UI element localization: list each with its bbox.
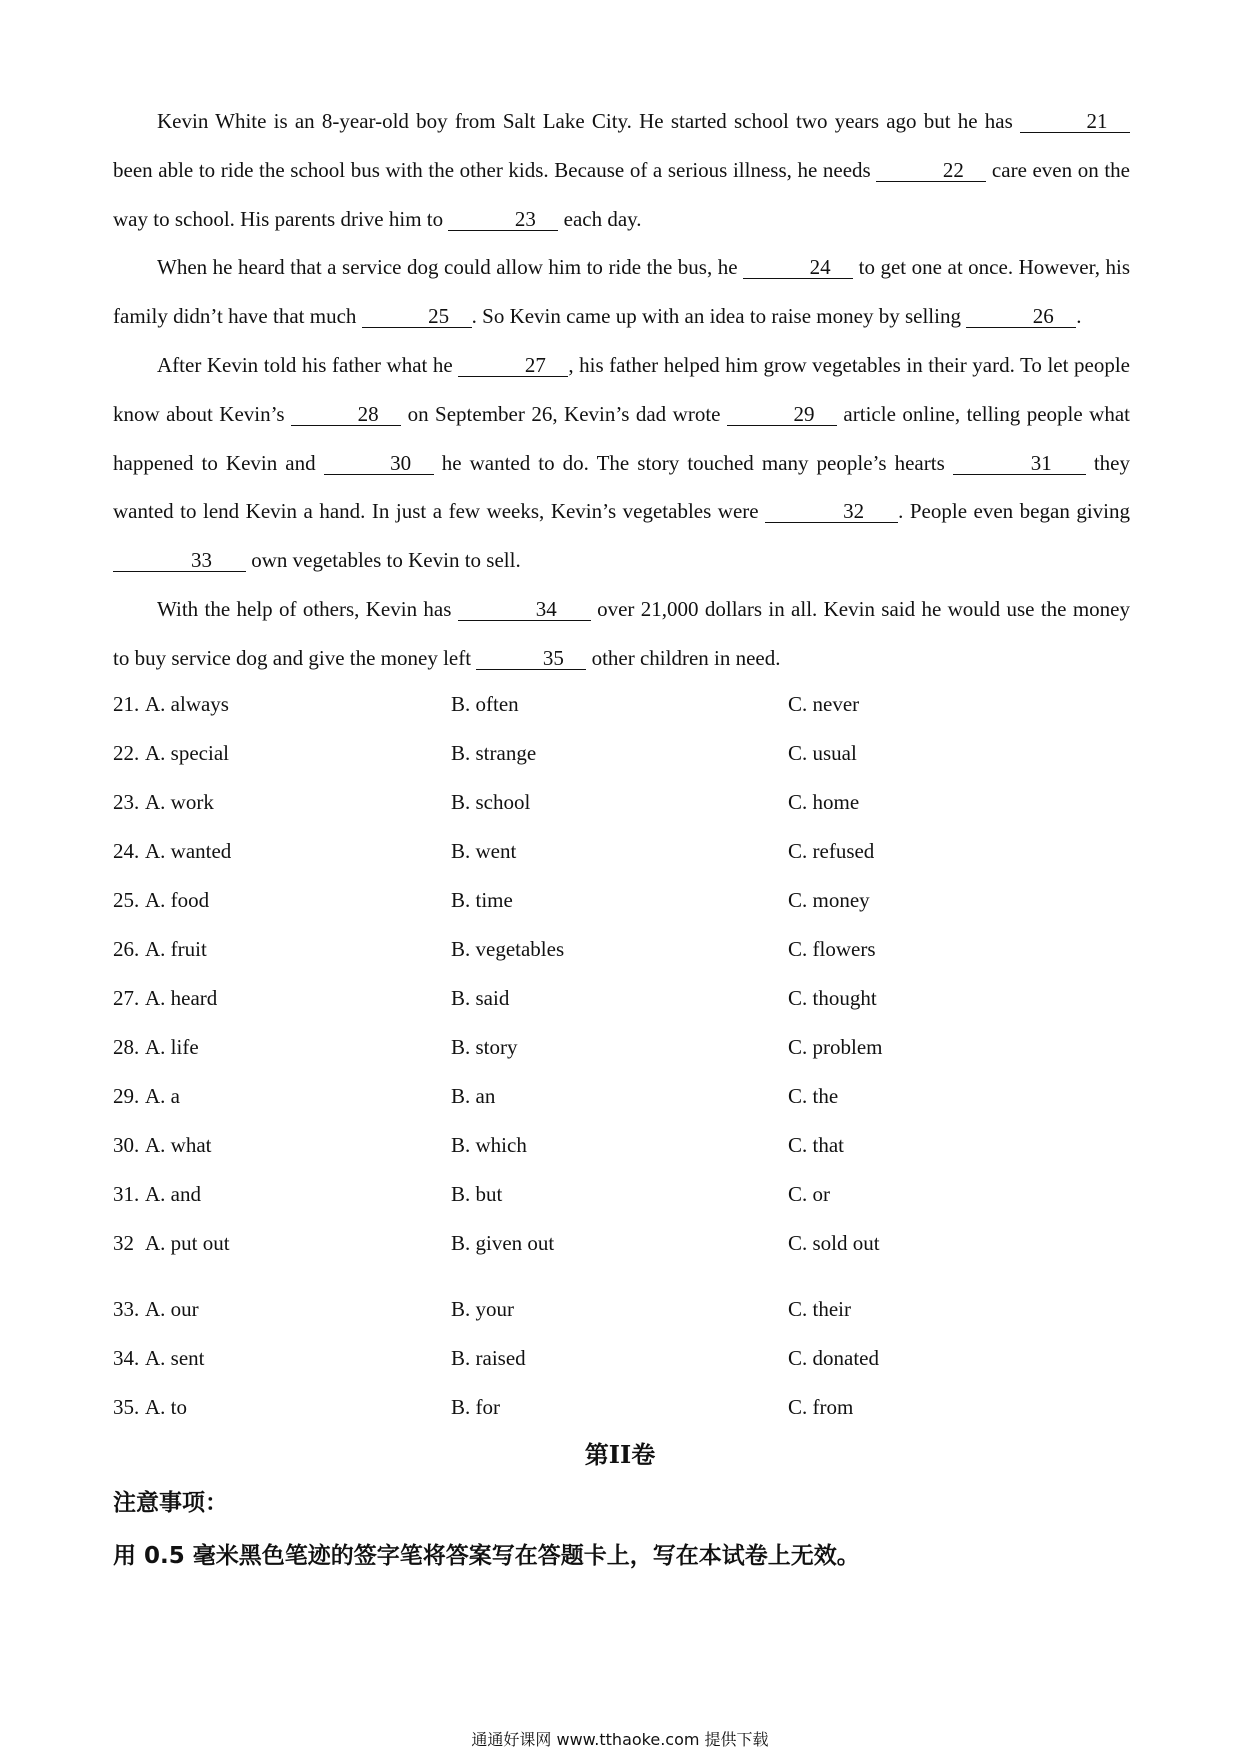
option-b: B. often [451,692,519,716]
question-number: 34. [113,1346,140,1370]
option-a: A. fruit [145,937,207,961]
passage-text: . So Kevin came up with an idea to raise money by selling [471,304,967,329]
option-b: B. raised [451,1346,526,1370]
question-number: 24. [113,839,140,863]
option-c: C. refused [788,839,875,863]
passage-text: been able to ride the school bus with the other kids. Because of a serious illness, he needs [113,157,877,182]
passage-text: care even on the way to school. His parents drive him to [113,157,1130,231]
option-b: B. for [451,1395,500,1419]
passage-text: over 21,000 dollars in all. Kevin said he would use the money to buy service dog and give the money left [113,596,1130,670]
option-b: B. your [451,1297,514,1321]
option-c: C. usual [788,741,857,765]
option-a: A. what [145,1133,212,1157]
option-c: C. the [788,1084,839,1108]
option-c: C. problem [788,1035,883,1059]
question-number: 32 [113,1231,134,1255]
option-c: C. or [788,1182,830,1206]
passage-text: they wanted to lend Kevin a hand. In just a few weeks, Kevin’s vegetables were [113,450,1131,524]
notice-heading: 注意事项： [113,1490,228,1516]
question-row-28 [113,1028,1130,1077]
option-c: C. flowers [788,937,876,961]
blank-32: 32 [765,501,898,523]
question-row-29 [113,1077,1130,1126]
passage-text: . [1076,304,1082,329]
option-a: A. and [145,1182,201,1206]
option-b: B. time [451,888,513,912]
question-number: 26. [113,937,140,961]
option-a: A. heard [145,986,218,1010]
option-c: C. their [788,1297,851,1321]
option-b: B. an [451,1084,496,1108]
blank-22: 22 [876,160,986,182]
question-number: 27. [113,986,140,1010]
passage-text: other children in need. [586,645,781,670]
option-b: B. school [451,790,531,814]
question-row-27 [113,979,1130,1028]
option-b: B. vegetables [451,937,565,961]
passage-text: . People even began giving [898,499,1131,524]
option-b: B. which [451,1133,527,1157]
passage-text: own vegetables to Kevin to sell. [246,548,521,573]
question-number: 22. [113,741,140,765]
passage-text: each day. [558,206,642,231]
question-number: 33. [113,1297,140,1321]
option-b: B. given out [451,1231,555,1255]
option-c: C. money [788,888,870,912]
blank-26: 26 [966,306,1076,328]
question-row-26 [113,930,1130,979]
question-number: 30. [113,1133,140,1157]
option-c: C. from [788,1395,854,1419]
option-a: A. food [145,888,210,912]
question-number: 28. [113,1035,140,1059]
option-b: B. story [451,1035,518,1059]
blank-31: 31 [953,453,1086,475]
option-c: C. that [788,1133,844,1157]
blank-35: 35 [476,648,586,670]
notice-text: 用 0.5 毫米黑色笔迹的签字笔将答案写在答题卡上，写在本试卷上无效。 [113,1543,860,1569]
option-a: A. a [145,1084,180,1108]
option-a: A. put out [145,1231,230,1255]
paragraph-3 [113,341,1130,585]
blank-27: 27 [458,355,568,377]
option-a: A. life [145,1035,199,1059]
option-a: A. sent [145,1346,205,1370]
passage-text: Kevin White is an 8-year-old boy from Salt Lake City. He started school two years ago but he has [157,109,1020,133]
paragraph-4 [113,585,1130,683]
question-row-25 [113,881,1130,930]
option-a: A. work [145,790,214,814]
question-number: 31. [113,1182,140,1206]
page-footer: 通通好课网 www.tthaoke.com 提供下载 [471,1730,769,1749]
passage-text: to get one at once. However, his family didn’t have that much [113,255,1130,329]
question-row-22 [113,734,1130,783]
option-c: C. sold out [788,1231,880,1255]
passage-text: When he heard that a service dog could allow him to ride the bus, he [157,255,744,280]
option-c: C. never [788,692,860,716]
option-b: B. said [451,986,510,1010]
blank-34: 34 [458,599,591,621]
question-row-30 [113,1126,1130,1175]
option-c: C. home [788,790,860,814]
passage-text: After Kevin told his father what he [157,352,459,377]
blank-21: 21 [1020,111,1130,133]
option-c: C. donated [788,1346,879,1370]
question-number: 25. [113,888,140,912]
blank-25: 25 [362,306,472,328]
option-b: B. but [451,1182,503,1206]
option-b: B. strange [451,741,537,765]
passage-text: on September 26, Kevin’s dad wrote [401,401,727,426]
section-title: 第II卷 [584,1440,656,1469]
question-row-23 [113,783,1130,832]
paragraph-1 [113,97,1130,243]
question-row-31 [113,1175,1130,1224]
option-a: A. wanted [145,839,232,863]
passage-text: With the help of others, Kevin has [157,596,458,621]
question-row-35 [113,1388,1130,1437]
cloze-passage [113,97,1130,683]
question-number: 29. [113,1084,140,1108]
passage-text: article online, telling people what happened to Kevin and [113,401,1130,475]
option-a: A. always [145,692,229,716]
question-number: 23. [113,790,140,814]
option-b: B. went [451,839,517,863]
option-a: A. special [145,741,229,765]
option-c: C. thought [788,986,877,1010]
paragraph-2 [113,243,1130,341]
question-row-24 [113,832,1130,881]
question-number: 35. [113,1395,140,1419]
question-row-34 [113,1339,1130,1388]
question-row-33 [113,1290,1130,1339]
blank-28: 28 [291,404,401,426]
blank-23: 23 [448,209,558,231]
passage-text: he wanted to do. The story touched many people’s hearts [433,450,953,475]
question-row-32 [113,1224,1130,1290]
blank-24: 24 [743,257,853,279]
option-a: A. to [145,1395,187,1419]
passage-text: , his father helped him grow vegetables in their yard. To let people know about Kevin’s [113,352,1130,426]
blank-29: 29 [727,404,837,426]
question-number: 21. [113,692,140,716]
blank-33: 33 [113,550,246,572]
blank-30: 30 [324,453,434,475]
answer-options [113,685,1130,1437]
question-row-21 [113,685,1130,734]
option-a: A. our [145,1297,199,1321]
